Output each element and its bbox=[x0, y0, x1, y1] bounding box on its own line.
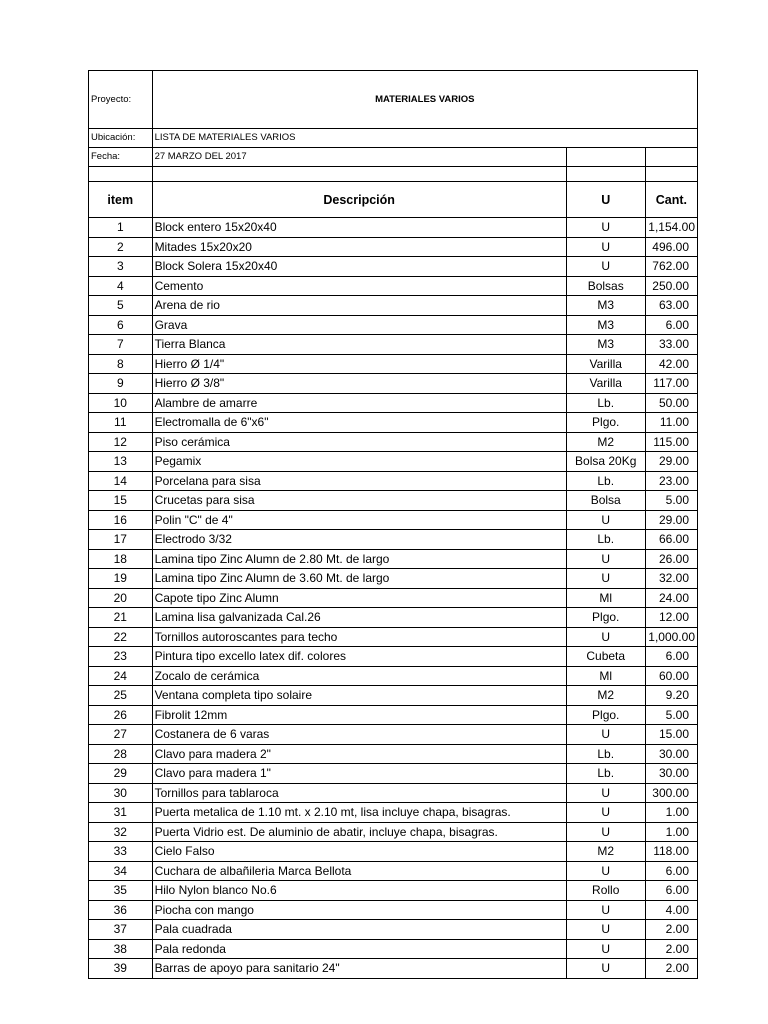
row-item-number: 14 bbox=[89, 471, 153, 491]
materials-list bbox=[89, 218, 698, 979]
row-quantity: 66.00 bbox=[645, 530, 697, 550]
row-unit: U bbox=[566, 959, 645, 979]
row-quantity: 300.00 bbox=[645, 783, 697, 803]
row-description: Cielo Falso bbox=[152, 842, 566, 862]
column-header-item: item bbox=[89, 182, 153, 218]
row-item-number: 15 bbox=[89, 491, 153, 511]
row-description: Alambre de amarre bbox=[152, 393, 566, 413]
row-quantity: 9.20 bbox=[645, 686, 697, 706]
row-quantity: 2.00 bbox=[645, 939, 697, 959]
row-item-number: 1 bbox=[89, 218, 153, 238]
row-quantity: 1,000.00 bbox=[645, 627, 697, 647]
table-row bbox=[89, 374, 698, 394]
row-item-number: 27 bbox=[89, 725, 153, 745]
row-quantity: 115.00 bbox=[645, 432, 697, 452]
table-row bbox=[89, 881, 698, 901]
row-quantity: 33.00 bbox=[645, 335, 697, 355]
table-row bbox=[89, 569, 698, 589]
row-quantity: 29.00 bbox=[645, 452, 697, 472]
row-unit: Plgo. bbox=[566, 705, 645, 725]
row-item-number: 34 bbox=[89, 861, 153, 881]
row-unit: Rollo bbox=[566, 881, 645, 901]
row-description: Mitades 15x20x20 bbox=[152, 237, 566, 257]
proyecto-row bbox=[89, 71, 698, 129]
row-item-number: 37 bbox=[89, 920, 153, 940]
row-unit: U bbox=[566, 803, 645, 823]
table-row bbox=[89, 276, 698, 296]
table-row bbox=[89, 647, 698, 667]
fecha-value: 27 MARZO DEL 2017 bbox=[152, 148, 566, 167]
row-description: Electrodo 3/32 bbox=[152, 530, 566, 550]
row-description: Electromalla de 6"x6" bbox=[152, 413, 566, 433]
table-row bbox=[89, 354, 698, 374]
table-row bbox=[89, 686, 698, 706]
row-item-number: 39 bbox=[89, 959, 153, 979]
row-item-number: 9 bbox=[89, 374, 153, 394]
row-item-number: 11 bbox=[89, 413, 153, 433]
row-description: Lamina lisa galvanizada Cal.26 bbox=[152, 608, 566, 628]
row-unit: Varilla bbox=[566, 374, 645, 394]
column-header-unidad: U bbox=[566, 182, 645, 218]
ubicacion-value: LISTA DE MATERIALES VARIOS bbox=[152, 129, 697, 148]
row-unit: M2 bbox=[566, 842, 645, 862]
row-unit: U bbox=[566, 861, 645, 881]
row-unit: M3 bbox=[566, 296, 645, 316]
row-quantity: 29.00 bbox=[645, 510, 697, 530]
proyecto-value: MATERIALES VARIOS bbox=[152, 71, 697, 129]
row-unit: Varilla bbox=[566, 354, 645, 374]
row-item-number: 33 bbox=[89, 842, 153, 862]
table-row bbox=[89, 296, 698, 316]
row-unit: Ml bbox=[566, 666, 645, 686]
row-unit: Lb. bbox=[566, 530, 645, 550]
row-unit: U bbox=[566, 627, 645, 647]
empty-cell bbox=[566, 167, 645, 182]
row-description: Hierro Ø 3/8" bbox=[152, 374, 566, 394]
table-row bbox=[89, 939, 698, 959]
row-description: Lamina tipo Zinc Alumn de 3.60 Mt. de largo bbox=[152, 569, 566, 589]
row-item-number: 30 bbox=[89, 783, 153, 803]
row-unit: Ml bbox=[566, 588, 645, 608]
row-item-number: 18 bbox=[89, 549, 153, 569]
row-quantity: 32.00 bbox=[645, 569, 697, 589]
row-description: Block entero 15x20x40 bbox=[152, 218, 566, 238]
row-quantity: 762.00 bbox=[645, 257, 697, 277]
row-description: Hilo Nylon blanco No.6 bbox=[152, 881, 566, 901]
empty-cell bbox=[152, 167, 566, 182]
row-quantity: 42.00 bbox=[645, 354, 697, 374]
row-unit: M3 bbox=[566, 335, 645, 355]
row-quantity: 26.00 bbox=[645, 549, 697, 569]
row-unit: Lb. bbox=[566, 471, 645, 491]
row-unit: U bbox=[566, 257, 645, 277]
row-unit: Bolsa bbox=[566, 491, 645, 511]
empty-cell bbox=[89, 167, 153, 182]
row-item-number: 38 bbox=[89, 939, 153, 959]
row-item-number: 25 bbox=[89, 686, 153, 706]
row-item-number: 19 bbox=[89, 569, 153, 589]
row-description: Grava bbox=[152, 315, 566, 335]
table-row bbox=[89, 257, 698, 277]
row-description: Pala redonda bbox=[152, 939, 566, 959]
table-row bbox=[89, 237, 698, 257]
row-item-number: 26 bbox=[89, 705, 153, 725]
row-quantity: 11.00 bbox=[645, 413, 697, 433]
row-description: Pala cuadrada bbox=[152, 920, 566, 940]
row-quantity: 50.00 bbox=[645, 393, 697, 413]
table-row bbox=[89, 315, 698, 335]
row-item-number: 8 bbox=[89, 354, 153, 374]
table-row bbox=[89, 218, 698, 238]
table-row bbox=[89, 452, 698, 472]
table-row bbox=[89, 627, 698, 647]
row-description: Costanera de 6 varas bbox=[152, 725, 566, 745]
row-item-number: 32 bbox=[89, 822, 153, 842]
row-item-number: 22 bbox=[89, 627, 153, 647]
row-item-number: 3 bbox=[89, 257, 153, 277]
row-description: Polin "C" de 4" bbox=[152, 510, 566, 530]
table-row bbox=[89, 842, 698, 862]
row-description: Capote tipo Zinc Alumn bbox=[152, 588, 566, 608]
table-row bbox=[89, 725, 698, 745]
row-description: Crucetas para sisa bbox=[152, 491, 566, 511]
row-description: Zocalo de cerámica bbox=[152, 666, 566, 686]
table-row bbox=[89, 920, 698, 940]
row-item-number: 5 bbox=[89, 296, 153, 316]
row-unit: Lb. bbox=[566, 393, 645, 413]
proyecto-label: Proyecto: bbox=[89, 71, 153, 129]
table-row bbox=[89, 900, 698, 920]
row-unit: U bbox=[566, 939, 645, 959]
row-item-number: 35 bbox=[89, 881, 153, 901]
table-row bbox=[89, 705, 698, 725]
row-unit: U bbox=[566, 783, 645, 803]
row-unit: U bbox=[566, 920, 645, 940]
row-item-number: 13 bbox=[89, 452, 153, 472]
row-description: Clavo para madera 2" bbox=[152, 744, 566, 764]
row-unit: M2 bbox=[566, 686, 645, 706]
row-quantity: 15.00 bbox=[645, 725, 697, 745]
row-unit: Lb. bbox=[566, 764, 645, 784]
table-row bbox=[89, 608, 698, 628]
row-unit: U bbox=[566, 510, 645, 530]
row-unit: Bolsas bbox=[566, 276, 645, 296]
row-description: Piso cerámica bbox=[152, 432, 566, 452]
row-unit: Plgo. bbox=[566, 608, 645, 628]
row-quantity: 60.00 bbox=[645, 666, 697, 686]
table-row bbox=[89, 530, 698, 550]
row-item-number: 7 bbox=[89, 335, 153, 355]
row-item-number: 6 bbox=[89, 315, 153, 335]
table-row bbox=[89, 666, 698, 686]
row-item-number: 17 bbox=[89, 530, 153, 550]
row-description: Hierro Ø 1/4" bbox=[152, 354, 566, 374]
row-description: Tierra Blanca bbox=[152, 335, 566, 355]
row-quantity: 6.00 bbox=[645, 647, 697, 667]
row-item-number: 4 bbox=[89, 276, 153, 296]
table-row bbox=[89, 959, 698, 979]
row-item-number: 36 bbox=[89, 900, 153, 920]
table-row bbox=[89, 764, 698, 784]
row-description: Piocha con mango bbox=[152, 900, 566, 920]
row-quantity: 12.00 bbox=[645, 608, 697, 628]
row-quantity: 2.00 bbox=[645, 920, 697, 940]
row-unit: U bbox=[566, 237, 645, 257]
row-description: Fibrolit 12mm bbox=[152, 705, 566, 725]
row-description: Barras de apoyo para sanitario 24" bbox=[152, 959, 566, 979]
table-row bbox=[89, 861, 698, 881]
row-quantity: 1,154.00 bbox=[645, 218, 697, 238]
row-description: Tornillos para tablaroca bbox=[152, 783, 566, 803]
table-row bbox=[89, 803, 698, 823]
column-header-row bbox=[89, 182, 698, 218]
row-quantity: 496.00 bbox=[645, 237, 697, 257]
row-description: Lamina tipo Zinc Alumn de 2.80 Mt. de largo bbox=[152, 549, 566, 569]
row-description: Clavo para madera 1" bbox=[152, 764, 566, 784]
row-description: Ventana completa tipo solaire bbox=[152, 686, 566, 706]
row-quantity: 63.00 bbox=[645, 296, 697, 316]
row-unit: Cubeta bbox=[566, 647, 645, 667]
row-item-number: 16 bbox=[89, 510, 153, 530]
table-row bbox=[89, 822, 698, 842]
row-description: Block Solera 15x20x40 bbox=[152, 257, 566, 277]
row-quantity: 30.00 bbox=[645, 764, 697, 784]
row-item-number: 12 bbox=[89, 432, 153, 452]
row-unit: U bbox=[566, 900, 645, 920]
row-unit: M2 bbox=[566, 432, 645, 452]
spacer-row bbox=[89, 167, 698, 182]
row-quantity: 6.00 bbox=[645, 881, 697, 901]
fecha-row bbox=[89, 148, 698, 167]
column-header-cantidad: Cant. bbox=[645, 182, 697, 218]
row-description: Porcelana para sisa bbox=[152, 471, 566, 491]
row-item-number: 23 bbox=[89, 647, 153, 667]
ubicacion-row bbox=[89, 129, 698, 148]
row-item-number: 2 bbox=[89, 237, 153, 257]
row-item-number: 10 bbox=[89, 393, 153, 413]
row-description: Pegamix bbox=[152, 452, 566, 472]
table-row bbox=[89, 549, 698, 569]
table-row bbox=[89, 393, 698, 413]
empty-cell bbox=[645, 167, 697, 182]
table-row bbox=[89, 783, 698, 803]
row-quantity: 118.00 bbox=[645, 842, 697, 862]
row-item-number: 28 bbox=[89, 744, 153, 764]
row-unit: U bbox=[566, 549, 645, 569]
row-quantity: 24.00 bbox=[645, 588, 697, 608]
ubicacion-label: Ubicación: bbox=[89, 129, 153, 148]
column-header-descripcion: Descripción bbox=[152, 182, 566, 218]
row-quantity: 6.00 bbox=[645, 861, 697, 881]
row-description: Arena de rio bbox=[152, 296, 566, 316]
row-item-number: 21 bbox=[89, 608, 153, 628]
row-unit: U bbox=[566, 569, 645, 589]
row-quantity: 2.00 bbox=[645, 959, 697, 979]
fecha-label: Fecha: bbox=[89, 148, 153, 167]
row-quantity: 23.00 bbox=[645, 471, 697, 491]
row-quantity: 5.00 bbox=[645, 705, 697, 725]
row-unit: U bbox=[566, 218, 645, 238]
table-row bbox=[89, 471, 698, 491]
table-row bbox=[89, 335, 698, 355]
row-quantity: 4.00 bbox=[645, 900, 697, 920]
row-unit: M3 bbox=[566, 315, 645, 335]
row-description: Tornillos autoroscantes para techo bbox=[152, 627, 566, 647]
empty-cell bbox=[645, 148, 697, 167]
table-row bbox=[89, 588, 698, 608]
row-quantity: 117.00 bbox=[645, 374, 697, 394]
row-description: Pintura tipo excello latex dif. colores bbox=[152, 647, 566, 667]
row-unit: Plgo. bbox=[566, 413, 645, 433]
row-quantity: 30.00 bbox=[645, 744, 697, 764]
table-row bbox=[89, 491, 698, 511]
row-item-number: 20 bbox=[89, 588, 153, 608]
row-unit: U bbox=[566, 725, 645, 745]
table-row bbox=[89, 432, 698, 452]
row-unit: Bolsa 20Kg bbox=[566, 452, 645, 472]
row-description: Puerta metalica de 1.10 mt. x 2.10 mt, lisa incluye chapa, bisagras. bbox=[152, 803, 566, 823]
empty-cell bbox=[566, 148, 645, 167]
table-row bbox=[89, 413, 698, 433]
row-item-number: 24 bbox=[89, 666, 153, 686]
materials-sheet bbox=[88, 70, 698, 979]
row-quantity: 250.00 bbox=[645, 276, 697, 296]
row-description: Cemento bbox=[152, 276, 566, 296]
row-description: Cuchara de albañileria Marca Bellota bbox=[152, 861, 566, 881]
row-unit: U bbox=[566, 822, 645, 842]
row-quantity: 5.00 bbox=[645, 491, 697, 511]
row-quantity: 1.00 bbox=[645, 822, 697, 842]
table-row bbox=[89, 744, 698, 764]
row-quantity: 6.00 bbox=[645, 315, 697, 335]
header-table bbox=[88, 70, 698, 979]
row-quantity: 1.00 bbox=[645, 803, 697, 823]
row-unit: Lb. bbox=[566, 744, 645, 764]
row-item-number: 31 bbox=[89, 803, 153, 823]
table-row bbox=[89, 510, 698, 530]
row-description: Puerta Vidrio est. De aluminio de abatir, incluye chapa, bisagras. bbox=[152, 822, 566, 842]
row-item-number: 29 bbox=[89, 764, 153, 784]
